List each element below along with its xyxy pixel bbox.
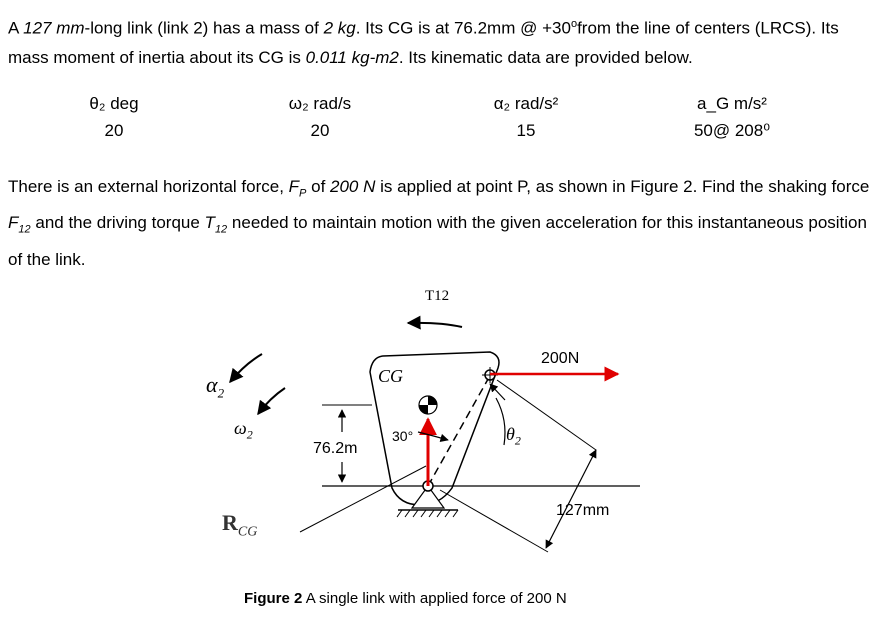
dist-label: 76.2m <box>313 440 358 457</box>
length-label: 127mm <box>556 502 610 519</box>
rcg-label: $R_{CG}$ <box>222 510 258 540</box>
table-value-accel: 50@ 208⁰ <box>693 121 771 140</box>
force-label: 200N <box>541 350 580 367</box>
omega-label: $\omega_2$ <box>234 418 253 442</box>
omega-arrow <box>258 388 285 414</box>
cg-label: CG <box>378 366 404 386</box>
table-header-theta: θ₂ deg <box>89 94 139 113</box>
torque-arrow <box>408 323 462 327</box>
problem-statement-intro: A 127 mm-long link (link 2) has a mass of 2 kg. Its CG is at 76.2mm @ $+30^ofrom$ the line of centers (LRCS). Its mass moment of inertia about its CG is 0.011 kg-m2. Its kinematic data are provided below. <box>8 18 839 67</box>
theta-arc <box>496 398 505 445</box>
table-value-alpha: 15 <box>516 121 536 140</box>
alpha-arrow <box>230 354 262 382</box>
figure-caption: Figure 2 A single link with applied force of 200 N <box>244 590 567 607</box>
torque-label: T12 <box>425 288 450 304</box>
table-header-accel: a_G m/s² <box>697 94 767 113</box>
angle-label: 30° <box>392 428 414 444</box>
theta-label: $\theta_2$ <box>506 424 521 448</box>
problem-statement-task: There is an external horizontal force, $F_P$ of 200 N is applied at point P, as shown in Figure 2. Find the shaking force $F_{12}$ and the driving torque $T_{12}$ needed to maintain motion with the given acceleration for this instantaneous position of the link. <box>8 177 870 269</box>
alpha-label: $\alpha_2$ <box>206 372 225 401</box>
table-header-alpha: α₂ rad/s² <box>493 94 559 113</box>
link-length: 127 mm <box>23 18 85 38</box>
link-mass: 2 kg <box>323 18 356 38</box>
table-value-theta: 20 <box>104 121 124 140</box>
table-header-omega: ω₂ rad/s <box>288 94 352 113</box>
table-value-omega: 20 <box>310 121 330 140</box>
link-inertia: 0.011 kg-m2 <box>305 47 399 67</box>
